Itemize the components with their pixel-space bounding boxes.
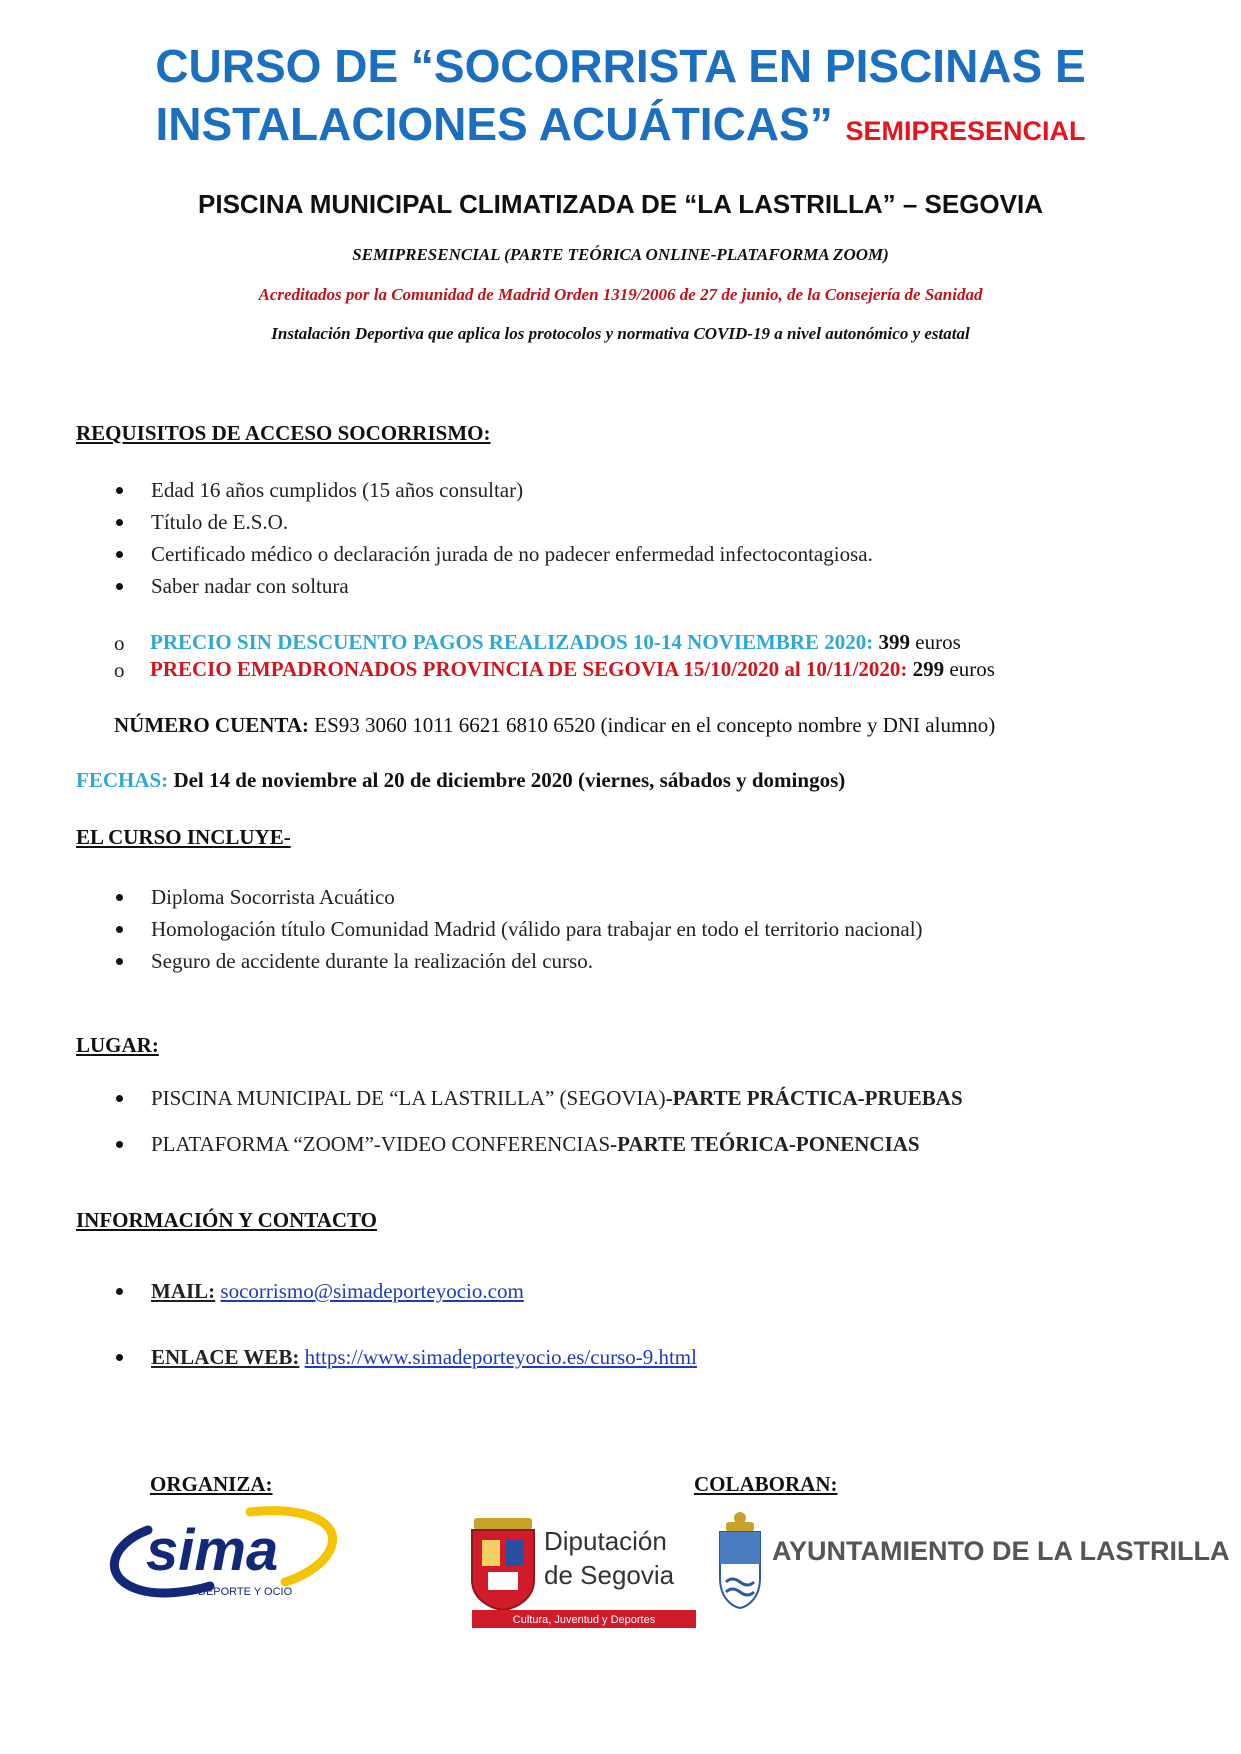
dates (76, 768, 845, 793)
web-link[interactable]: https://www.simadeporteyocio.es/curso-9.html (304, 1345, 697, 1369)
list-item (76, 1340, 697, 1374)
ayuntamiento-name: AYUNTAMIENTO DE LA LASTRILLA (772, 1536, 1230, 1566)
mail-label: MAIL: (151, 1279, 216, 1303)
sima-wordmark: sima (146, 1518, 279, 1583)
web-label: ENLACE WEB: (151, 1345, 300, 1369)
list-item: Certificado médico o declaración jurada de no padecer enfermedad infectocontagiosa. (76, 538, 873, 570)
list-item: Diploma Socorrista Acuático (76, 881, 923, 913)
list-item: Homologación título Comunidad Madrid (válido para trabajar en todo el territorio nacional) (76, 913, 923, 945)
bullet-icon (116, 551, 123, 558)
price-standard-label: PRECIO SIN DESCUENTO PAGOS REALIZADOS 10-14 NOVIEMBRE 2020: (150, 630, 874, 654)
course-title-line2 (0, 96, 1241, 159)
bullet-icon (116, 583, 123, 590)
course-title-line1: CURSO DE “SOCORRISTA EN PISCINAS E (155, 40, 1086, 92)
contacto-list (76, 1274, 697, 1374)
contacto-heading: INFORMACIÓN Y CONTACTO (76, 1208, 378, 1232)
ayuntamiento-logo-graphic (718, 1508, 1230, 1618)
list-item: Edad 16 años cumplidos (15 años consultar) (76, 474, 873, 506)
list-item: PISCINA MUNICIPAL DE “LA LASTRILLA” (SEGOVIA)-PARTE PRÁCTICA-PRUEBAS (76, 1075, 963, 1121)
semipresencial-badge: SEMIPRESENCIAL (845, 116, 1086, 146)
bank-account-value: ES93 3060 1011 6621 6810 6520 (indicar en el concepto nombre y DNI alumno) (314, 713, 996, 737)
requisitos-list (76, 474, 873, 602)
dates-label: FECHAS: (76, 768, 169, 792)
bullet-icon (116, 894, 123, 901)
bullet-icon (116, 519, 123, 526)
sima-tagline: DEPORTE Y OCIO (198, 1586, 293, 1598)
bank-account (114, 713, 995, 738)
accreditation-note: Acreditados por la Comunidad de Madrid Orden 1319/2006 de 27 de junio, de la Consejería de Sanidad (258, 285, 983, 304)
mail-link[interactable]: socorrismo@simadeporteyocio.com (220, 1279, 524, 1303)
course-title-text: INSTALACIONES ACUÁTICAS” (155, 98, 833, 150)
bank-account-label: NÚMERO CUENTA: (114, 713, 310, 737)
dates-value: Del 14 de noviembre al 20 de diciembre 2020 (viernes, sábados y domingos) (173, 768, 846, 792)
requisitos-heading: REQUISITOS DE ACCESO SOCORRISMO: (76, 421, 491, 445)
lugar-list (76, 1075, 963, 1167)
list-item: Título de E.S.O. (76, 506, 873, 538)
sima-logo-graphic (100, 1500, 336, 1605)
list-item: PLATAFORMA “ZOOM”-VIDEO CONFERENCIAS-PARTE TEÓRICA-PONENCIAS (76, 1121, 963, 1167)
price-standard-value: 399 (878, 630, 910, 654)
sima-logo (100, 1500, 336, 1605)
bullet-icon (116, 926, 123, 933)
lugar-heading: LUGAR: (76, 1033, 159, 1057)
circle-bullet-icon: o (114, 658, 125, 682)
price-registered-unit: euros (949, 657, 995, 681)
list-item: Saber nadar con soltura (76, 570, 873, 602)
ayuntamiento-logo (718, 1508, 1230, 1618)
incluye-list (76, 881, 923, 977)
venue-subtitle: PISCINA MUNICIPAL CLIMATIZADA DE “LA LASTRILLA” – SEGOVIA (198, 189, 1043, 219)
bullet-icon (116, 958, 123, 965)
list-item: Seguro de accidente durante la realización del curso. (76, 945, 923, 977)
diputacion-line1: Diputación (544, 1526, 667, 1556)
diputacion-logo-graphic (468, 1510, 698, 1630)
bullet-icon (116, 487, 123, 494)
organiza-heading: ORGANIZA: (150, 1472, 273, 1496)
circle-bullet-icon: o (114, 631, 125, 655)
bullet-icon (116, 1141, 123, 1148)
bullet-icon (116, 1095, 123, 1102)
mode-note: SEMIPRESENCIAL (PARTE TEÓRICA ONLINE-PLATAFORMA ZOOM) (352, 245, 889, 264)
list-item (76, 1274, 697, 1308)
diputacion-bar-text: Cultura, Juventud y Deportes (512, 1614, 656, 1626)
incluye-heading: EL CURSO INCLUYE- (76, 825, 291, 849)
colaboran-heading: COLABORAN: (694, 1472, 838, 1496)
bullet-icon (116, 1354, 123, 1361)
diputacion-logo (468, 1510, 698, 1630)
diputacion-line2: de Segovia (544, 1560, 675, 1590)
covid-note: Instalación Deportiva que aplica los protocolos y normativa COVID-19 a nivel autonómico y estatal (271, 324, 970, 343)
price-registered-value: 299 (912, 657, 945, 681)
bullet-icon (116, 1288, 123, 1295)
price-registered-label: PRECIO EMPADRONADOS PROVINCIA DE SEGOVIA 15/10/2020 al 10/11/2020: (150, 657, 908, 681)
price-standard-unit: euros (915, 630, 961, 654)
